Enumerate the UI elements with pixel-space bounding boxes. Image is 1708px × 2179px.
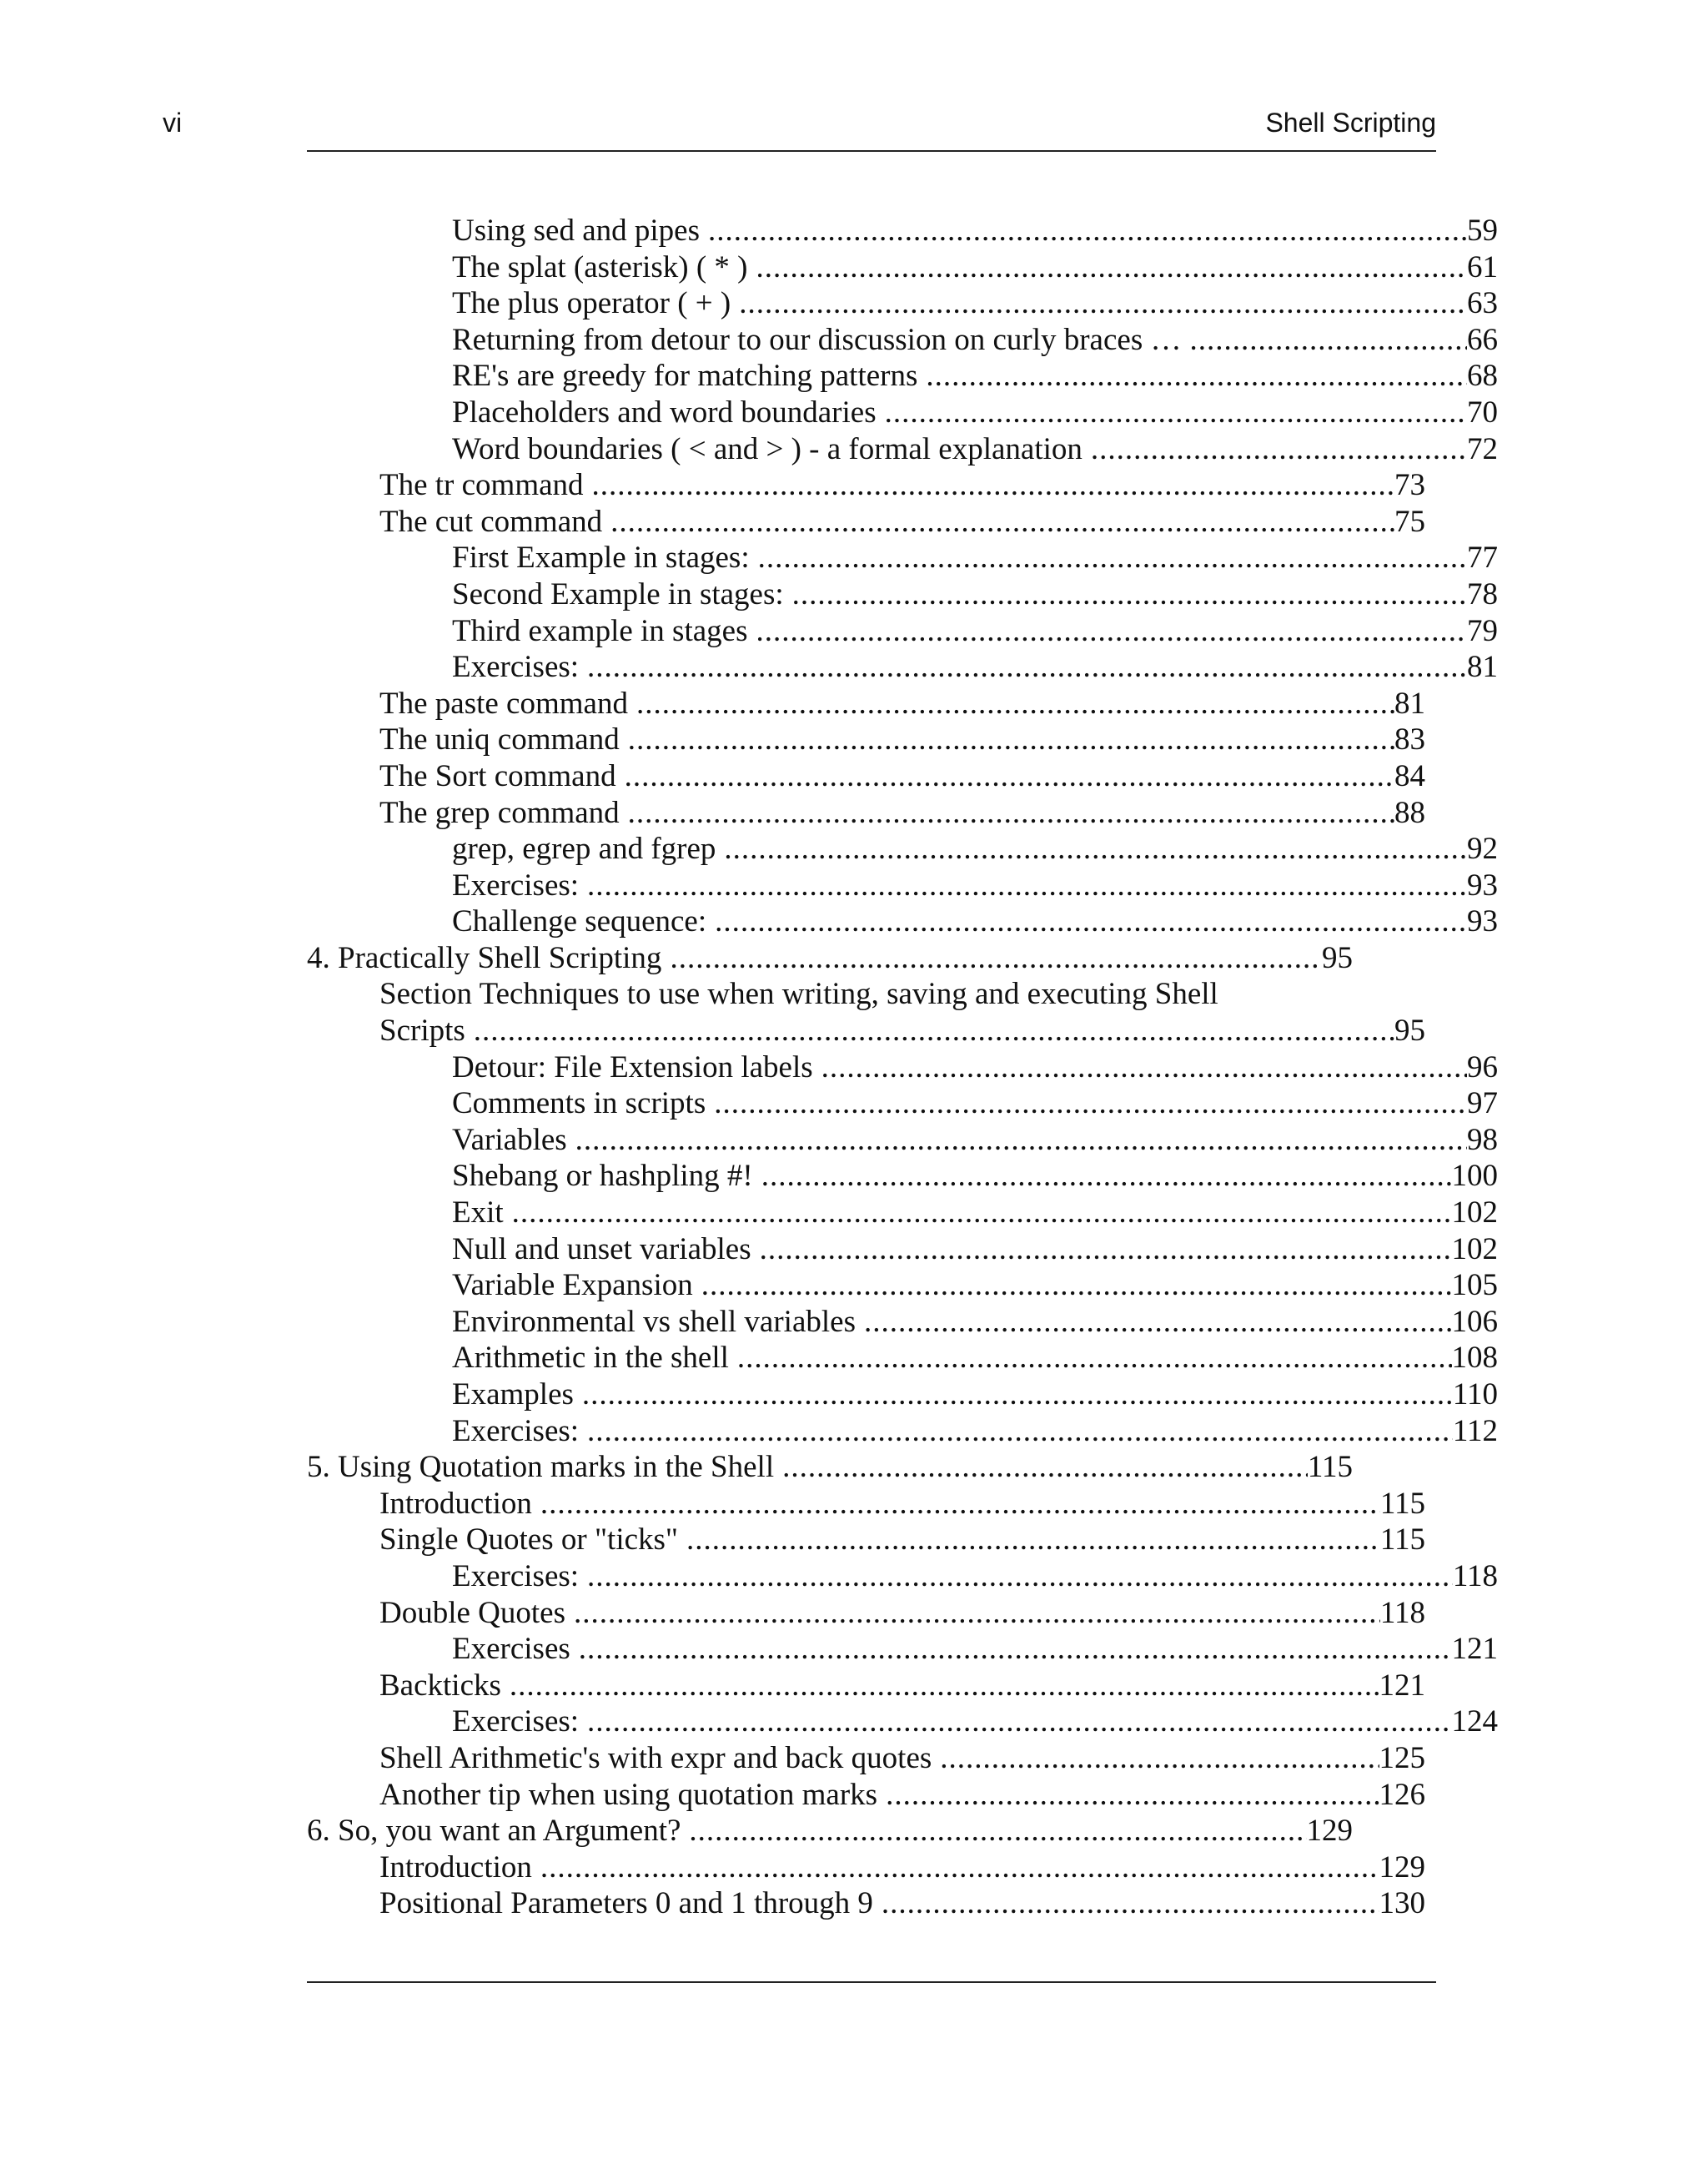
dot-leader [628,795,1394,832]
dot-leader [689,1813,1306,1849]
toc-entry-title: 5. Using Quotation marks in the Shell [307,1450,775,1485]
dot-leader [575,1122,1467,1159]
toc-entry-page: 102 [1451,1231,1498,1266]
toc-entry[interactable] [307,540,1498,576]
toc-entry[interactable] [307,831,1498,868]
toc-entry[interactable] [307,395,1498,431]
toc-entry-page: 83 [1394,722,1425,757]
toc-entry-title: The Sort command [379,758,616,793]
dot-leader [686,1522,1380,1558]
toc-entry[interactable] [307,1558,1498,1595]
toc-entry-title: Variable Expansion [452,1268,693,1303]
toc-entry-page: 84 [1394,758,1425,793]
toc-entry[interactable] [307,467,1425,504]
dot-leader [760,1231,1452,1268]
toc-entry[interactable] [307,795,1425,832]
toc-entry-page: 129 [1306,1814,1353,1849]
toc-entry[interactable] [307,358,1498,395]
dot-leader [474,1013,1394,1049]
footer-rule [307,1981,1436,1983]
toc-entry-page: 92 [1467,832,1498,867]
dot-leader [587,1703,1451,1740]
toc-entry-title-continuation: Scripts [379,1014,465,1049]
toc-entry-title: Exercises: [452,1413,580,1448]
toc-entry[interactable] [307,1703,1498,1740]
toc-entry[interactable] [307,1085,1498,1122]
dot-leader [587,1413,1453,1450]
toc-entry[interactable] [307,1195,1498,1231]
toc-entry[interactable] [307,1304,1498,1341]
toc-chapter-entry[interactable] [307,1813,1353,1849]
toc-entry-page: 118 [1452,1558,1498,1593]
toc-chapter-entry[interactable] [307,940,1353,977]
toc-entry-page: 70 [1467,395,1498,430]
toc-entry[interactable] [307,1267,1498,1304]
toc-entry-title: The uniq command [379,722,620,757]
toc-entry-title: Arithmetic in the shell [452,1341,729,1376]
toc-entry[interactable] [307,976,1425,1013]
toc-entry[interactable] [307,686,1425,722]
toc-entry-page: 88 [1394,795,1425,830]
toc-entry-page: 93 [1467,868,1498,903]
dot-leader [1189,322,1467,359]
toc-entry-title: Introduction [379,1486,532,1521]
toc-entry-continuation[interactable] [307,1013,1425,1049]
toc-entry-title: Using sed and pipes [452,214,700,248]
toc-entry-title: Examples [452,1377,574,1412]
toc-entry-title: Word boundaries ( < and > ) - a formal explanation [452,431,1083,466]
toc-entry[interactable] [307,1595,1425,1632]
toc-entry-title: Null and unset variables [452,1231,751,1266]
toc-entry-title: Third example in stages [452,613,748,648]
dot-leader [587,868,1467,904]
toc-entry-title: The cut command [379,504,603,539]
toc-entry-title: Placeholders and word boundaries [452,395,877,430]
dot-leader [761,1158,1452,1195]
dot-leader [579,1631,1452,1668]
toc-entry-page: 77 [1467,541,1498,576]
toc-entry-page: 81 [1394,686,1425,721]
toc-entry-page: 72 [1467,431,1498,466]
toc-entry[interactable] [307,1740,1425,1777]
toc-entry-title: Backticks [379,1668,501,1703]
toc-entry-page: 73 [1394,468,1425,503]
toc-entry[interactable] [307,431,1498,468]
toc-entry[interactable] [307,285,1498,322]
toc-entry-page: 96 [1467,1049,1498,1084]
toc-entry-title: The paste command [379,686,628,721]
toc-entry[interactable] [307,576,1498,613]
toc-entry-title: Comments in scripts [452,1086,706,1121]
toc-entry-title: Detour: File Extension labels [452,1049,813,1084]
toc-entry-title: Exercises: [452,1704,580,1739]
dot-leader [821,1049,1467,1086]
toc-entry-page: 95 [1322,940,1353,975]
dot-leader [886,1777,1379,1814]
toc-entry-page: 75 [1394,504,1425,539]
dot-leader [739,285,1467,322]
page-number: vi [163,108,183,138]
toc-entry[interactable] [307,1849,1425,1886]
toc-entry-title: Another tip when using quotation marks [379,1777,878,1812]
dot-leader [926,358,1467,395]
toc-entry-title: The splat (asterisk) ( * ) [452,249,748,284]
toc-entry[interactable] [307,758,1425,795]
toc-entry-title: Exercises: [452,868,580,903]
dot-leader [592,467,1394,504]
toc-entry-title: grep, egrep and fgrep [452,832,716,867]
toc-entry[interactable] [307,649,1498,686]
toc-entry[interactable] [307,1777,1425,1814]
toc-entry-title: The grep command [379,795,620,830]
dot-leader [756,613,1467,650]
toc-entry-page: 124 [1451,1704,1498,1739]
toc-entry-page: 68 [1467,359,1498,394]
toc-entry-page: 126 [1379,1777,1425,1812]
dot-leader [758,540,1467,576]
toc-entry-page: 115 [1379,1522,1425,1558]
toc-entry-page: 61 [1467,249,1498,284]
toc-entry[interactable] [307,903,1498,940]
toc-entry-page: 115 [1379,1486,1425,1521]
dot-leader [540,1849,1379,1886]
dot-leader [512,1195,1452,1231]
toc-entry-page: 110 [1452,1377,1498,1412]
toc-entry-page: 95 [1394,1014,1425,1049]
dot-leader [885,395,1467,431]
dot-leader [582,1376,1453,1413]
toc-entry[interactable] [307,213,1498,249]
toc-entry-title: Shell Arithmetic's with expr and back quotes [379,1740,932,1775]
toc-entry[interactable] [307,1049,1498,1086]
toc-entry-page: 108 [1451,1341,1498,1376]
dot-leader [792,576,1467,613]
toc-entry[interactable] [307,1340,1498,1376]
toc-entry[interactable] [307,1231,1498,1268]
header-rule [307,150,1436,152]
dot-leader [708,213,1467,249]
dot-leader [940,1740,1379,1777]
dot-leader [737,1340,1452,1376]
toc-entry[interactable] [307,1413,1498,1450]
toc-entry-page: 106 [1451,1304,1498,1339]
dot-leader [670,940,1322,977]
toc-entry-title: Section Techniques to use when writing, saving and executing Shell [379,977,1218,1012]
toc-entry-title: Double Quotes [379,1595,565,1630]
dot-leader [587,1558,1453,1595]
toc-entry[interactable] [307,1631,1498,1668]
toc-entry-page: 78 [1467,576,1498,611]
toc-chapter-entry[interactable] [307,1449,1353,1486]
toc-entry-title: 4. Practically Shell Scripting [307,940,662,975]
dot-leader [882,1885,1379,1922]
toc-entry-title: Single Quotes or "ticks" [379,1522,679,1558]
toc-entry[interactable] [307,868,1498,904]
dot-leader [574,1595,1380,1632]
toc-entry-title: Challenge sequence: [452,904,707,939]
toc-entry[interactable] [307,1522,1425,1558]
dot-leader [540,1486,1380,1522]
toc-entry-page: 121 [1379,1668,1425,1703]
toc-entry-page: 66 [1467,322,1498,357]
toc-entry[interactable] [307,1486,1425,1522]
toc-entry[interactable] [307,322,1498,359]
toc-entry-page: 105 [1451,1268,1498,1303]
dot-leader [510,1668,1379,1704]
toc-entry-page: 125 [1379,1740,1425,1775]
dot-leader [715,903,1467,940]
dot-leader [756,249,1467,286]
toc-entry-title: The tr command [379,468,584,503]
dot-leader [864,1304,1452,1341]
table-of-contents [307,213,1498,1922]
toc-entry[interactable] [307,1885,1425,1922]
dot-leader [724,831,1467,868]
toc-entry[interactable] [307,1122,1498,1159]
toc-entry-page: 112 [1452,1413,1498,1448]
dot-leader [701,1267,1452,1304]
toc-entry-page: 130 [1379,1886,1425,1921]
dot-leader [610,504,1394,541]
toc-entry-title: The plus operator ( + ) [452,286,731,321]
toc-entry-page: 98 [1467,1122,1498,1157]
toc-entry-title: Variables [452,1122,567,1157]
toc-entry-page: 59 [1467,214,1498,248]
toc-entry-title: Second Example in stages: [452,576,784,611]
toc-entry-title: Shebang or hashpling #! [452,1159,753,1194]
toc-entry-page: 93 [1467,904,1498,939]
dot-leader [625,758,1394,795]
toc-entry-page: 102 [1451,1195,1498,1230]
toc-entry[interactable] [307,1376,1498,1413]
running-title: Shell Scripting [1265,108,1436,138]
toc-entry-page: 63 [1467,286,1498,321]
toc-entry-page: 81 [1467,650,1498,685]
toc-entry-page: 115 [1307,1450,1353,1485]
toc-entry-title: Exercises: [452,1558,580,1593]
toc-entry-title: Exercises [452,1632,570,1667]
toc-entry-page: 118 [1379,1595,1425,1630]
toc-entry-page: 121 [1451,1632,1498,1667]
toc-entry-page: 97 [1467,1086,1498,1121]
toc-entry[interactable] [307,249,1498,286]
toc-entry-title: Returning from detour to our discussion on curly braces … [452,322,1182,357]
dot-leader [587,649,1467,686]
toc-entry-title: First Example in stages: [452,541,750,576]
toc-entry-title: Positional Parameters 0 and 1 through 9 [379,1886,873,1921]
toc-entry[interactable] [307,504,1425,541]
dot-leader [714,1085,1467,1122]
toc-entry[interactable] [307,1668,1425,1704]
dot-leader [636,686,1394,722]
toc-entry[interactable] [307,722,1425,758]
toc-entry-title: RE's are greedy for matching patterns [452,359,918,394]
dot-leader [1091,431,1467,468]
dot-leader [628,722,1394,758]
toc-entry-title: Environmental vs shell variables [452,1304,856,1339]
toc-entry[interactable] [307,613,1498,650]
toc-entry[interactable] [307,1158,1498,1195]
toc-entry-title: Exercises: [452,650,580,685]
toc-entry-title: Introduction [379,1849,532,1885]
toc-entry-title: 6. So, you want an Argument? [307,1814,681,1849]
toc-entry-page: 100 [1451,1159,1498,1194]
dot-leader [782,1449,1308,1486]
toc-entry-page: 129 [1379,1849,1425,1885]
toc-entry-title: Exit [452,1195,504,1230]
toc-entry-page: 79 [1467,613,1498,648]
